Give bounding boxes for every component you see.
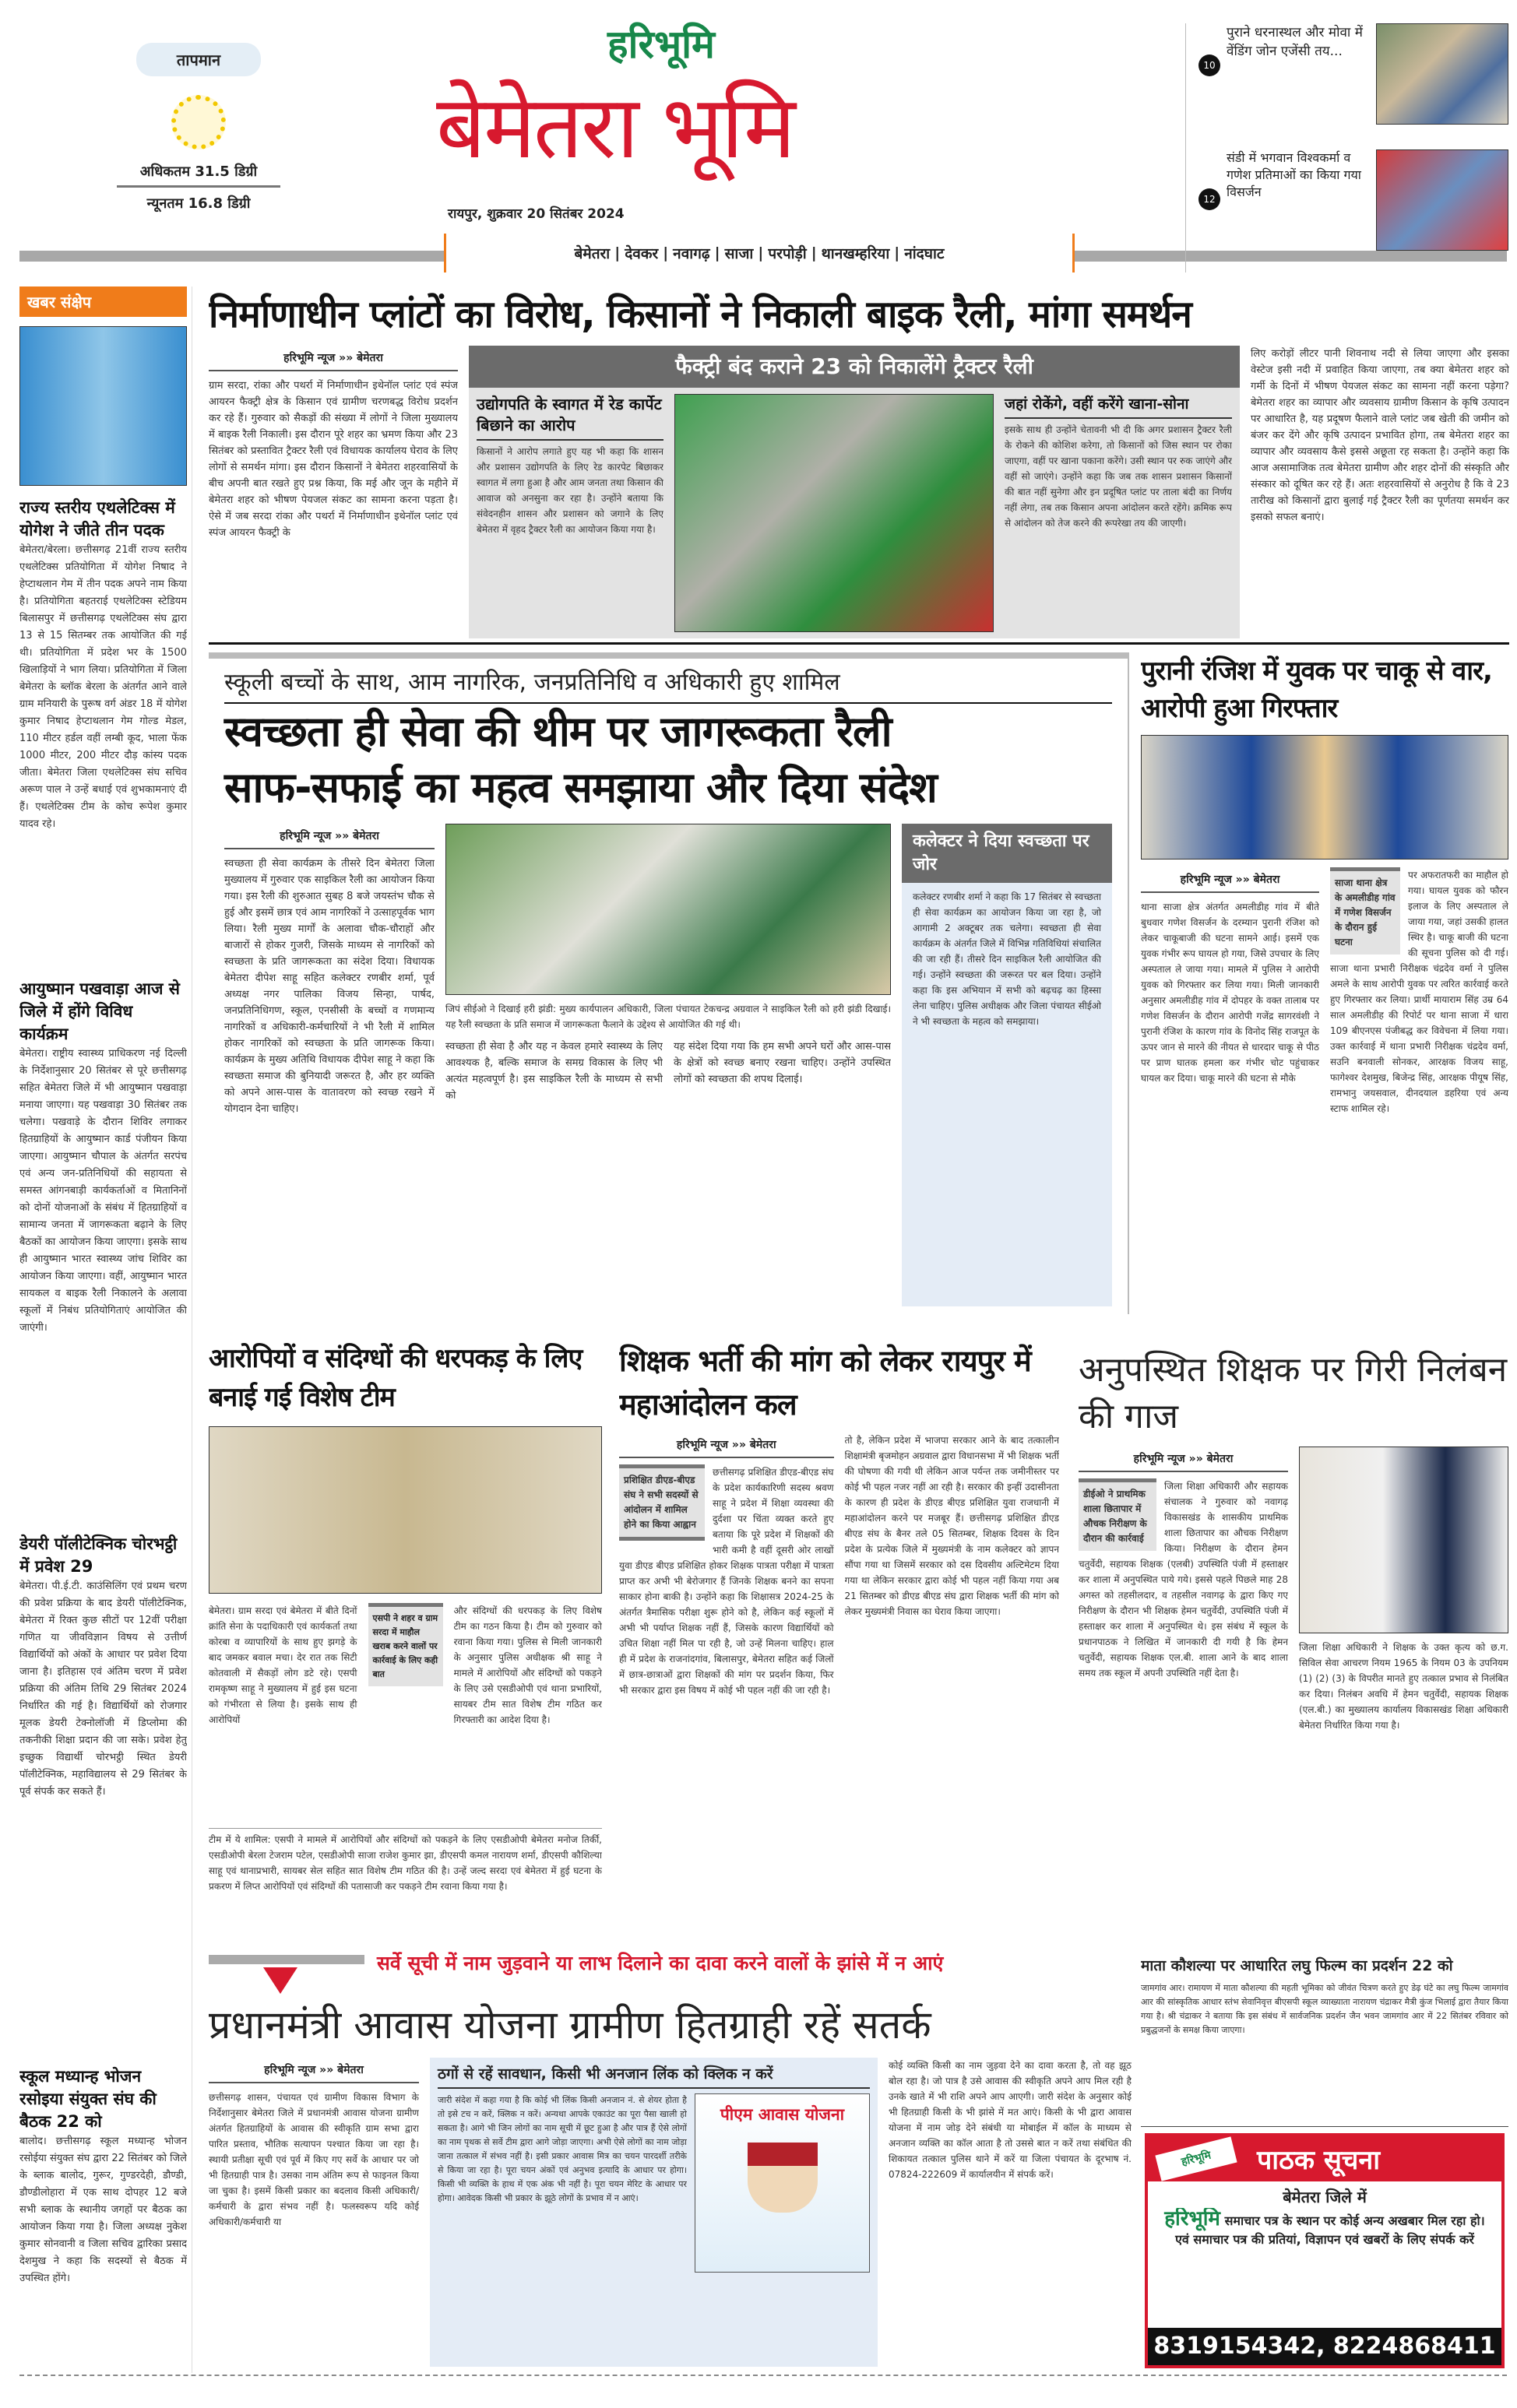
min-temp: न्यूनतम 16.8 डिग्री [146, 195, 251, 212]
absent-text: जिला शिक्षा अधिकारी और सहायक संचालक ने गुरुवार को नवागढ़ विकासखंड के शासकीय प्राथमिक शाला छितापार का औचक निरीक्षण किया। निरीक्षण के दौरान हेमन चतुर्वेदी, सहायक शिक्षक (एलबी) उपस्थिति पंजी में हस्ताक्षर कर शाला में अनुपस्थित पाये गये। इससे पहले पिछले माह 28 अगस्त को तहसीलदार, व तहसील नवागढ़ के द्वारा किए गए निरीक्षण के दौरान भी शिक्षक हेमन चतुर्वेदी, उपस्थिति पंजी में हस्ताक्षर कर शाला में अनुपस्थित थे। इस संबंध में स्कूल के प्रधानपाठक ने लिखित में जानकारी दी गयी है कि हेमन चतुर्वेदी, सहायक शिक्षक एल.बी. शाला आने के बाद शाला समय तक स्कूल में अपनी उपस्थिति नहीं देता है। [1079, 1481, 1288, 1679]
cycle-rally-photo [445, 824, 891, 995]
sub-text: इसके साथ ही उन्होंने चेतावनी भी दी कि अगर प्रशासन ट्रैक्टर रैली के रोकने की कोशिश करेगा, तो किसानों को जिस स्थान पर रोका जाएगा, वहीं पर खाना पकाना करेंगे। उसी स्थान पर रुक जाएंगे और वहीं सो जाएंगे। उन्होंने कहा कि जब तक शासन प्रशासन किसानों की बात नहीं सुनेगा और इन प्रदूषित प्लांट पर ताला बंदी का निर्णय नहीं लेगा, तब तक किसान अपना आंदोलन करते रहेंगे। क्रमिक रूप से आंदोलन को तेज करने की रूपरेखा तय की जाएगी। [1005, 424, 1232, 529]
brief-headline: डेयरी पॉलीटेक्निक चोरभट्ठी में प्रवेश 29 [19, 1534, 178, 1576]
news-brief-column [19, 286, 192, 2373]
brief-headline: राज्य स्तरीय एथलेटिक्स में योगेश ने जीते तीन पदक [19, 498, 175, 540]
absent-teacher-story [1079, 1339, 1508, 1939]
absent-text-col [1079, 1478, 1288, 1939]
team-headline: आरोपियों व संदिग्धों की धरपकड़ के लिए बनाई गई विशेष टीम [209, 1343, 583, 1413]
page-badge: 10 [1198, 54, 1220, 76]
byline: हरिभूमि न्यूज »» बेमेतरा [1141, 867, 1319, 893]
lead-text-continued: लिए करोड़ों लीटर पानी शिवनाथ नदी से लिया जाएगा और इसका वेस्टेज इसी नदी में प्रवाहित किया जाएगा, तब क्या बेमेतरा शहर को गर्मी के दिनों में भीषण पेयजल संकट का सामना नहीं करना पड़ेगा? बेमेतरा शहर का व्यापार और व्यवसाय ग्रामीण किसान के कृषि उत्पादन पर आधारित है, यह प्रदूषण फैलाने वाले प्लांट जब खेती की जमीन को बंजर कर देंगे और कृषि उत्पादन प्रभावित होगा, तब बेमेतरा शहर का व्यापार और व्यवसाय कैसे इससे अछूता रह सकता है। उन्होंने कहा कि आज असामाजिक तत्व बेमेतरा ग्रामीण और शहर दोनों की संस्कृति और संस्कार को दूषित कर रहे हैं। अतः शहरवासियों से अनुरोध है कि वे 23 तारीख को किसानों द्वारा बुलाई गई ट्रैक्टर रैली का पूर्णतया समर्थन कर इसको सफल बनाएं। [1251, 348, 1509, 523]
awas-headline: प्रधानमंत्री आवास योजना ग्रामीण हितग्राही रहें सतर्क [209, 2002, 931, 2048]
brief-text: बेमेतरा/बेरला। छत्तीसगढ़ 21वीं राज्य स्तरीय एथलेटिक्स प्रतियोगिता में योगेश निषाद ने हेप्टाथलान गेम में तीन पदक अपने नाम किया है। प्रतियोगिता बहतराई एथलेटिक्स स्टेडियम बिलासपुर में छत्तीसगढ़ एथलेटिक्स संघ द्वारा 13 से 15 सितम्बर तक आयोजित की गई थी। प्रतियोगिता में प्रदेश भर के 1500 खिलाड़ियों ने भाग लिया। प्रतियोगिता में जिला बेमेतरा के ब्लॉक बेरला के अंतर्गत आने वाले ग्राम मनियारी के पुरूष वर्ग अंडर 18 में योगेश कुमार निषाद हेप्टाथलान गेम गोल्ड मेडल, 110 मीटर हर्डल वहीं लम्बी कूद, भाला फेंक 1000 मीटर, 200 मीटर दौड़ कांस्य पदक जीता। बेमेतरा जिला एथलेटिक्स संघ सचिव अरूण पाल ने उन्हें बधाई एवं शुभकामनाएं दी हैं। एथलेटिक्स टीम के कोच रूपेश कुमार यादव रहे। [19, 544, 187, 830]
lead-sidebar-box [469, 346, 1240, 638]
police-team-photo [209, 1426, 602, 1594]
brief-text: बेमेतरा। राष्ट्रीय स्वास्थ्य प्राधिकरण नई दिल्ली के निर्देशानुसार 20 सितंबर से पूरे छत्तीसगढ़ सहित बेमेतरा जिले में भी आयुष्मान पखवाड़ा मनाया जाएगा। यह पखवाड़ा 30 सितंबर तक चलेगा। पखवाड़े के दौरान शिविर लगाकर हितग्राहियों के आयुष्मान कार्ड पंजीयन किया जाएगा। आयुष्मान चौपाल के अंतर्गत सरपंच एवं अन्य जन-प्रतिनिधियों की सहायता से समस्त आंगनबाड़ी कार्यकर्ताओं व मितानिनों को दोनों योजनाओं के संबंध में हितग्राहियों व सामान्य जनता में जागरूकता बढ़ाने के लिए बैठकों का आयोजन किया जाएगा। इसके साथ ही आयुष्मान भारत स्वास्थ्य जांच शिविर का आयोजन किया जाएगा। वहीं, आयुष्मान भारत सायकल व बाइक रैली निकालने के अलावा स्कूलों में निबंध प्रतियोगिताएं आयोजित की जाएंगी। [19, 1048, 187, 1334]
sun-icon [171, 95, 226, 149]
ad-phones[interactable]: 8319154342, 8224868411 [1148, 2328, 1501, 2365]
awas-text: छत्तीसगढ़ शासन, पंचायत एवं ग्रामीण विकास विभाग के निर्देशानुसार बेमेतरा जिले में प्रधानमंत्री आवास योजना ग्रामीण अंतर्गत हितग्राहियों के आवास की स्वीकृति ग्राम सभा द्वारा पारित प्रस्ताव, भौतिक सत्यापन पश्चात किया जा रहा है। स्थायी प्रतीक्षा सूची एवं पूर्व में किए गए सर्वे के आधार पर जो भी हितग्राही पात्र है। उसका नाम अंतिम रूप से फाइनल किया जा चुका है। इसमें किसी प्रकार का बदलाव किसी अधिकारी/कर्मचारी के द्वारा संभव नहीं है। फलस्वरूप यदि कोई अधिकारी/कर्मचारी या [209, 2092, 419, 2227]
police-photo [1141, 735, 1508, 859]
police-highlight-box: साजा थाना क्षेत्र के अमलीडीह गांव में गणेश विसर्जन के दौरान हुई घटना [1330, 867, 1400, 954]
awas-story [209, 1950, 1132, 2367]
teacher-headline: शिक्षक भर्ती की मांग को लेकर रायपुर में महाआंदोलन कल [619, 1344, 1031, 1422]
fraud-box-title: ठगों से रहें सावधान, किसी भी अनजान लिंक को क्लिक न करें [438, 2064, 870, 2089]
collector-box [902, 824, 1112, 1306]
awas-kicker-row [209, 1950, 1132, 1998]
lead-text: ग्राम सरदा, रांका और पथर्रा में निर्माणाधीन इथेनॉल प्लांट एवं स्पंज आयरन फैक्ट्री क्षेत्र के किसान एवं ग्रामीण चरणबद्ध विरोध प्रदर्शन कर रहे हैं। गुरुवार को सैकड़ों की संख्या में लोगों ने जिला मुख्यालय में बाइक रैली निकाली। इस दौरान पूरे शहर का भ्रमण किया और 23 सितंबर को प्रस्तावित ट्रैक्टर रैली एवं विधायक कार्यालय घेराव के लिए लोगों से समर्थन मांगा। इस दौरान किसानों ने बेमेतरा शहरवासियों के बीच अपनी बात रखते हुए प्रश्न किया, कि मई और जून के महीने में बेमेतरा शहर को भीषण पेयजल संकट का सामना करना पड़ता है। ऐसे में जब सरदा रांका और पथर्रा में निर्माणाधीन इथेनॉल प्लांट एवं स्पंज आयरन फैक्ट्री के [209, 380, 458, 539]
police-text-2: पर अफरातफरी का माहौल हो गया। घायल युवक को फौरन इलाज के लिए अस्पताल ले जाया गया, जहां उसकी हालत स्थिर है। चाकू बाजी की घटना की सूचना पुलिस को दी गई। साजा थाना प्रभारी निरीक्षक चंद्रदेव वर्मा ने पुलिस अमले के साथ आरोपी युवक पर त्वरित कार्रवाई करते हुए गिरफ्तार कर लिया। प्रार्थी मायाराम सिंह उम्र 64 साल अमलीडीह की रिपोर्ट पर थाना साजा में धारा 109 बीएनएस पंजीबद्ध कर विवेचना में लिया गया। उक्त कार्रवाई में थाना प्रभारी निरीक्षक चंद्रदेव वर्मा, सउनि बनवाली सोनकर, आरक्षक विजय साहू, फागेश्वर देशमुख, बिजेन्द्र सिंह, आरक्षक पीयूष सिंह, रामभानु जयसवाल, दीनदयाल डहरिया एवं अन्य स्टाफ शामिल रहे। [1330, 870, 1508, 1114]
nav-item[interactable]: साजा [724, 245, 754, 262]
lead-story [209, 290, 1509, 638]
awas-text-2: कोई व्यक्ति किसी का नाम जुड़वा देने का दावा करता है, तो वह झूठ बोल रहा है। जो पात्र है उसे आवास की स्वीकृति अपने आप मिल रही है उनके खाते में भी राशि अपने आप आएगी। जारी संदेश के अनुसार कोई भी हितग्राही किसी के भी झांसे में मत आएं। किसी के भी द्वारा आवास योजना में नाम जोड़ देने संबंधी या मोबाईल में कॉल के माध्यम से अनजान व्यक्ति का कॉल आता है तो उससे बात न करें तथा संबंधित की शिकायत तत्काल पुलिस थाने में करें या जिला पंचायत के दूरभाष नं. 07824-222609 में कार्यालयीन में संपर्क करें। [889, 2060, 1132, 2180]
photo-caption: जिपं सीईओ ने दिखाई हरी झंडी: मुख्य कार्यपालन अधिकारी, जिला पंचायत टेकचन्द्र अग्रवाल ने साइकिल रैली को हरी झंडी दिखाई। यह रैली स्वच्छता के प्रति समाज में जागरूकता फैलाने के उद्देश्य से आयोजित की गई थी। [445, 1004, 891, 1030]
swachhta-story [209, 652, 1129, 1314]
collector-box-title: कलेक्टर ने दिया स्वच्छता पर जोर [902, 824, 1112, 883]
reader-notice-ad [1145, 2133, 1505, 2368]
police-text-2-col [1330, 867, 1508, 1314]
ad-title: पाठक सूचना [1257, 2145, 1381, 2176]
athletes-photo [19, 326, 187, 486]
film-text: जामगांव आर। रामायण में माता कौशल्या की महती भूमिका को जीवंत चित्रण करते हुए डेढ़ घंटे का लघु फिल्म जामगांव आर की सांस्कृतिक आधार स्तंभ सेवानिवृत्त बीएसपी स्कूल व्याख्याता नारायण चंद्राकर मैत्री कुंज भिलाई द्वारा तैयार किया गया है। श्री चंद्राकर ने बताया कि इस संबंध में सार्वजनिक प्रदर्शन जैन भवन जामगांव आर में 22 सितंबर रविवार को प्रबुद्धजनों के समक्ष किया जाएगा। [1141, 1983, 1508, 2035]
team-text: बेमेतरा। ग्राम सरदा एवं बेमेतरा में बीते दिनों क्रांति सेना के पदाधिकारी एवं कार्यकर्ता तथा कोरबा व व्यापारियों के साथ हुए झगड़े के बाद जमकर बवाल मचा। देर रात तक सिटी कोतवाली में सैकड़ों लोग डटे रहे। एसपी रामकृष्ण साहू ने मुख्यालय में हुई इस घटना को गंभीरता से लिया है। इसके साथ ही आरोपियों [209, 1605, 357, 1725]
ad-brand: हरिभूमि [1164, 2208, 1220, 2230]
swachhta-center-col [445, 824, 891, 1306]
swachhta-text: स्वच्छता ही सेवा कार्यक्रम के तीसरे दिन बेमेतरा जिला मुख्यालय में गुरुवार एक साइकिल रैली का आयोजन किया गया। इस रैली की शुरुआत सुबह 8 बजे जयस्तंभ चौक से हुई और इसमें छात्र एवं आम नागरिकों ने उत्साहपूर्वक भाग लिया। रैली मुख्य मार्गों के अलावा चौक-चौराहों और बाजारों से होकर गुजरी, जिसके माध्यम से नागरिकों को स्वच्छता के प्रति जागरूकता का संदेश दिया। विधायक बेमेतरा दीपेश साहू सहित कलेक्टर रणबीर शर्मा, पूर्व अध्यक्ष नगर पालिका विजय सिन्हा, पार्षद, जनप्रतिनिधिगण, स्कूल, एनसीसी के बच्चों व गणमान्य नागरिकों व अधिकारी-कर्मचारियों ने भी रैली में शामिल होकर नागरिकों को स्वच्छता के प्रति जागरूक किया। कार्यक्रम के मुख्य अतिथि विधायक दीपेश साहू ने कहा कि स्वच्छता समाज की बुनियादी जरूरत है, और हर व्यक्ति को अपने आस-पास के वातावरण को स्वच्छ रखने में योगदान देना चाहिए। [224, 858, 435, 1115]
swachhta-text-2: स्वच्छता ही सेवा है और यह न केवल हमारे स्वास्थ्य के लिए आवश्यक है, बल्कि समाज के समग्र विकास के लिए भी अत्यंत महत्वपूर्ण है। इस साइकिल रैली के माध्यम से सभी को [445, 1041, 663, 1102]
film-headline: माता कौशल्या पर आधारित लघु फिल्म का प्रदर्शन 22 को [1141, 1957, 1453, 1974]
film-story [1141, 1956, 1508, 2127]
sub-headline: उद्योगपति के स्वागत में रेड कार्पेट बिछाने का आरोप [477, 394, 663, 441]
sub-story-2 [1005, 394, 1232, 632]
deo-box: डीईओ ने प्राथमिक शाला छितापार में औचक निरीक्षण के दौरान की कार्रवाई [1079, 1478, 1156, 1551]
nav-item[interactable]: नवागढ़ [673, 245, 710, 262]
weather-box [117, 43, 280, 222]
masthead-logo [436, 19, 1172, 199]
awas-kicker: सर्वे सूची में नाम जुड़वाने या लाभ दिलाने का दावा करने वालों के झांसे में न आएं [377, 1952, 944, 1974]
teaser-text: पुराने धरनास्थल और मोवा में वेंडिंग जोन एजेंसी तय... [1227, 25, 1363, 59]
nav-separator: | [663, 244, 669, 262]
pm-awas-image [695, 2093, 870, 2273]
police-story [1141, 652, 1508, 1314]
teaser-2[interactable] [1198, 149, 1508, 266]
brief-text: बेमेतरा। पी.ई.टी. काउंसिलिंग एवं प्रथम चरण की प्रवेश प्रक्रिया के बाद डेयरी पॉलीटेक्निक, बेमेतरा में रिक्त कुछ सीटों पर 12वीं परीक्षा गणित या जीवविज्ञान विषय से उत्तीर्ण विद्यार्थियों को अंकों के आधार पर प्रवेश दिया जाना है। इतिहास एवं अंतिम चरण में प्रवेश प्रक्रिया की अंतिम तिथि 29 सितंबर 2024 निर्धारित की गई है। विद्यार्थियों को रोजगार मूलक डेयरी टेक्नोलॉजी में डिप्लोमा की तकनीकी शिक्षा प्रदान की जा सके। प्रवेश हेतु इच्छुक विद्यार्थी चोरभट्ठी स्थित डेयरी पॉलीटेक्निक, महाविद्यालय से 29 सितंबर के पूर्व संपर्क कर सकते हैं। [19, 1580, 187, 1798]
max-temp: अधिकतम 31.5 डिग्री [117, 162, 280, 188]
absent-headline: अनुपस्थित शिक्षक पर गिरी निलंबन की गाज [1079, 1350, 1508, 1436]
fraud-warning-box [430, 2058, 878, 2367]
teacher-text: छत्तीसगढ़ प्रशिक्षित डीएड-बीएड संघ के प्रदेश कार्यकारिणी सदस्य श्रवण साहू ने प्रदेश में शिक्षा व्यवस्था की दुर्दशा पर चिंता व्यक्त करते हुए बताया कि पूरे प्रदेश में शिक्षकों की भारी कमी है वहीं दूसरी ओर लाखों युवा डीएड बीएड प्रशिक्षित होकर शिक्षक पात्रता परीक्षा में पात्रता प्राप्त कर अभी भी बेरोजगार हैं जिनके शिक्षक बनने का सपना साकार होना बाकी है। उन्होंने कहा कि शिक्षासत्र 2024-25 के अंतर्गत त्रैमासिक परीक्षा शुरू होने को है, लेकिन कई स्कूलों में अभी भी पर्याप्त शिक्षक नहीं हैं, जिसके कारण विद्यार्थियों को उचित शिक्षा नहीं मिल पा रही है, जो उन्हें मिलना चाहिए। हाल ही में प्रदेश के राजनांदगांव, बिलासपुर, बेमेतरा सहित कई जिलों में छात्र-छात्राओं द्वारा शिक्षकों की मांग पर प्रदर्शन किया, फिर भी सरकार द्वारा इस विषय में कोई भी पहल नहीं की जा रही है। [619, 1467, 834, 1696]
sp-quote-box: एसपी ने शहर व ग्राम सरदा में माहौल खराब करने वालों पर कार्रवाई के लिए कही बात [368, 1603, 443, 1686]
teasers [1185, 23, 1508, 272]
brief-headline: आयुष्मान पखवाड़ा आज से जिले में होंगे विविध कार्यक्रम [19, 979, 180, 1043]
sub-headline: जहां रोकेंगे, वहीं करेंगे खाना-सोना [1005, 394, 1232, 419]
nav-item[interactable]: थानखम्हरिया [821, 245, 890, 262]
lead-text-col [209, 346, 458, 638]
house-icon [748, 2143, 818, 2213]
nav-separator: | [714, 244, 720, 262]
ad-line-2: समाचार पत्र के स्थान पर कोई अन्य अखबार मिल रहा हो। एवं समाचार पत्र की प्रतियां, विज्ञापन एवं खबरों के लिए संपर्क करें [1175, 2213, 1485, 2247]
lead-box-title: फैक्ट्री बंद कराने 23 को निकालेंगे ट्रैक्टर रैली [469, 346, 1240, 388]
sub-text: किसानों ने आरोप लगाते हुए यह भी कहा कि शासन और प्रशासन उद्योगपति के लिए रेड कारपेट बिछाकर स्वागत में लगा हुआ है और आम जनता तथा किसान की आवाज को अनसुना कर रहा है। उन्होंने बताया कि संवेदनहीन शासन और प्रशासन को जगाने के लिए बेमेतरा में वृहद ट्रैक्टर रैली का आयोजन किया गया है। [477, 446, 663, 535]
nav-item[interactable]: नांदघाट [904, 245, 945, 262]
swachhta-text-col [224, 824, 435, 1306]
dateline: रायपुर, शुक्रवार 20 सितंबर 2024 [448, 206, 625, 222]
nav-separator: | [614, 244, 621, 262]
inspection-photo [1299, 1447, 1508, 1633]
police-headline: पुरानी रंजिश में युवक पर चाकू से वार, आरोपी हुआ गिरफ्तार [1141, 656, 1492, 724]
teaser-1[interactable] [1198, 23, 1508, 140]
special-team-story [209, 1339, 602, 1939]
byline: हरिभूमि न्यूज »» बेमेतरा [209, 346, 458, 371]
lead-headline: निर्माणाधीन प्लांटों का विरोध, किसानों ने निकाली बाइक रैली, मांगा समर्थन [209, 293, 1191, 336]
news-brief-tag: खबर संक्षेप [19, 286, 187, 317]
page-badge: 12 [1198, 188, 1220, 210]
brief-headline: स्कूल मध्यान्ह भोजन रसोइया संयुक्त संघ की बैठक 22 को [19, 2067, 157, 2131]
swachhta-headline-1: स्वच्छता ही सेवा की थीम पर जागरूकता रैली [224, 707, 892, 756]
teacher-text-2: तो है, लेकिन प्रदेश में भाजपा सरकार आने के बाद तत्कालीन शिक्षामंत्री बृजमोहन अग्रवाल द्वारा विधानसभा में भी शिक्षक भर्ती की घोषणा की गयी थी लेकिन आज पर्यन्त तक जमीनीस्तर पर कोई भी पहल नजर नहीं आ रही है। सरकार की इन्हीं उदासीनता के कारण ही प्रदेश के डीएड बीएड प्रशिक्षित युवा राजधानी में महाआंदोलन करने पर मजबूर हैं। छत्तीसगढ़ प्रशिक्षित डीएड बीएड संघ के बैनर तले 05 सितम्बर, शिक्षक दिवस के दिन प्रदेश के प्रत्येक जिले में मुख्यमंत्री के नाम कलेक्टर को ज्ञापन सौंपा गया था जिसमें सरकार को दस दिवसीय अल्टिमेटम दिया गया था लेकिन सरकार द्वारा कोई भी पहल नहीं किया गया अब 21 सितम्बर को डीएड बीएड संघ द्वारा शिक्षक भर्ती की मांग को लेकर मुख्यमंत्री निवास का घेराव किया जाएगा। [844, 1435, 1059, 1617]
edition-nav [444, 234, 1075, 272]
sub-story-1 [477, 394, 663, 632]
teacher-text-col [619, 1464, 834, 1939]
swachhta-headline-2: साफ-सफाई का महत्व समझाया और दिया संदेश [224, 763, 937, 812]
teaser-photo [1376, 23, 1508, 125]
fraud-box-text: जारी संदेश में कहा गया है कि कोई भी लिंक किसी अनजान नं. से शेयर होता है तो इसे टच न करें, क्लिक न करें। अन्यथा आपके एकाउंट का पूरा पैसा खाली हो सकता है। आगे भी जिन लोगों का नाम सूची में छूट हुआ है और पात्र हैं ऐसे लोगों का नाम पृथक से सर्वे टीम द्वारा आगे जोड़ा जाएगा। अभी ऐसे लोगों का नाम जोड़ा जाना तत्काल में संभव नहीं है। इसी प्रकार आवास मित्र का चयन पारदर्शी तरीके से किया जा रहा है। पूरा चयन अंकों एवं अनुभव इत्यादि के आधार पर होगा। किसी भी व्यक्ति के हाथ में एक अंक भी नहीं है। पूरा चयन मेरिट के आधार पर होगा। आवेदक किसी भी प्रकार के झूठे लोगों के प्रभाव में न आएं। [438, 2095, 687, 2203]
byline: हरिभूमि न्यूज »» बेमेतरा [209, 2058, 419, 2083]
kicker: स्कूली बच्चों के साथ, आम नागरिक, जनप्रतिनिधि व अधिकारी हुए शामिल [224, 666, 1112, 704]
bike-rally-photo [674, 394, 994, 632]
nav-item[interactable]: बेमेतरा [574, 245, 611, 262]
nav-item[interactable]: परपोड़ी [768, 245, 807, 262]
teaser-text: संडी में भगवान विश्वकर्मा व गणेश प्रतिमाओं का किया गया विसर्जन [1227, 150, 1361, 199]
teaser-photo [1376, 149, 1508, 251]
brief-text: बालोद। छत्तीसगढ़ स्कूल मध्यान्ह भोजन रसोईया संयुक्त संघ द्वारा 22 सितंबर को जिले के ब्लाक बालोद, गुरूर, गुण्डरदेही, डौण्डी, डौण्डीलोहारा में एक साथ दोपहर 12 बजे सभी ब्लाक के स्थानीय जगहों पर बैठक का आयोजन किया गया है। जिला अध्यक्ष नुकेश कुमार सोनवानी व जिला सचिव द्वारिका प्रसाद देशमुख ने कहा कि सदस्यों से बैठक में उपस्थित होंगे। [19, 2136, 187, 2284]
chevron-icon [209, 1950, 364, 1998]
divider [209, 642, 1509, 645]
nav-item[interactable]: देवकर [625, 245, 659, 262]
nav-separator: | [894, 244, 900, 262]
swachhta-text-3: यह संदेश दिया गया कि हम सभी अपने घरों और आस-पास के क्षेत्रों को स्वच्छ बनाए रखना चाहिए। उन्होंने उपस्थित लोगों को स्वच्छता की शपथ दिलाई। [674, 1041, 891, 1085]
nav-separator: | [811, 244, 817, 262]
team-text-2: और संदिग्धों की धरपकड़ के लिए विशेष टीम का गठन किया है। टीम को गुरुवार को रवाना किया गया। पुलिस से मिली जानकारी के अनुसार पुलिस अधीक्षक श्री साहू ने मामले में आरोपियों और संदिग्धों को पकड़ने के लिए उसे एसडीओपी एवं थाना प्रभारियों, सायबर टीम सात विशेष टीम गठित कर गिरफ्तारी का आदेश दिया है। [453, 1605, 602, 1725]
brand-name: हरिभूमि [607, 22, 715, 67]
byline: हरिभूमि न्यूज »» बेमेतरा [619, 1432, 834, 1458]
page-bottom-rule [19, 2375, 1507, 2376]
paper-title: बेमेतरा भूमि [436, 77, 794, 178]
absent-text-2: जिला शिक्षा अधिकारी ने शिक्षक के उक्त कृत्य को छ.ग. सिविल सेवा आचरण नियम 1965 के नियम 03 के उपनियम (1) (2) (3) के विपरीत मानते हुए तत्काल प्रभाव से निलंबित कर दिया। निलंबन अवधि में हेमन चतुर्वेदी, सहायक शिक्षक (एल.बी.) का मुख्यालय कार्यालय विकासखंड शिक्षा अधिकारी बेमेतरा निर्धारित किया गया है। [1299, 1642, 1508, 1731]
nav-separator: | [758, 244, 764, 262]
team-members-note: टीम में ये शामिल: एसपी ने मामले में आरोपियों और संदिग्धों को पकड़ने के लिए एसडीओपी बेमेतरा मनोज तिर्की, एसडीओपी बेरला टेजराम पटेल, एसडीओपी साजा राजेश कुमार झा, डीएसपी कमल नारायण शर्मा, डीएसपी कौशिल्या साहू एवं थानाप्रभारी, सायबर सेल सहित सात विशेष टीम गठित की है। उन्हें जल्द सरदा एवं बेमेतरा में हुई घटना के प्रकरण में लिप्त आरोपियों एवं संदिग्धों की पतासाजी कर पकड़ने टीम रवाना किया गया है। [209, 1828, 602, 1939]
ad-line-1: बेमेतरा जिले में [1283, 2188, 1367, 2206]
byline: हरिभूमि न्यूज »» बेमेतरा [1079, 1447, 1288, 1472]
pm-awas-label: पीएम आवास योजना [720, 2105, 845, 2124]
haribhoomi-paper-icon: हरिभूमि [1155, 2136, 1237, 2181]
weather-label: तापमान [136, 43, 261, 76]
byline: हरिभूमि न्यूज »» बेमेतरा [224, 824, 435, 849]
police-text: थाना साजा क्षेत्र अंतर्गत अमलीडीह गांव में बीते बुधवार गणेश विसर्जन के दरम्यान पुरानी रंजिश को लेकर चाकूबाजी की घटना सामने आई। इसमें एक युवक गंभीर रूप घायल हो गया, जिसे उपचार के लिए अस्पताल ले जाया गया। मामले में पुलिस ने आरोपी युवक को गिरफ्तार कर लिया गया। मिली जानकारी अनुसार अमलीडीह गांव में दोपहर के वक्त तालाब पर गणेश विसर्जन के दौरान आरोपी गजेंद्र सागरवंशी ने पुरानी रंजिश के कारण गांव के विनोद सिंह राजपूत के ऊपर जान से मारने की नीयत से धारदार चाकू से पीठ पर प्राण घातक हमला कर गंभीर चोट पहुंचाकर घायल कर दिया। चाकू मारने की घटना से मौके [1141, 902, 1319, 1084]
collector-box-text: कलेक्टर रणबीर शर्मा ने कहा कि 17 सितंबर से स्वच्छता ही सेवा कार्यक्रम का आयोजन किया जा रहा है, जो आगामी 2 अक्टूबर तक चलेगा। स्वच्छता ही सेवा कार्यक्रम के अंतर्गत जिले में विभिन्न गतिविधियां संचालित की जा रही हैं। तीसरे दिन साइकिल रैली आयोजित की गई। उन्होंने स्वच्छता की जरूरत पर बल दिया। उन्होंने कहा कि इस अभियान में सभी को बढ़चढ़ का हिस्सा लेना चाहिए। पुलिस अधीक्षक और जिला पंचायत सीईओ ने भी स्वच्छता के महत्व को समझाया। [913, 891, 1101, 1027]
dedbed-box: प्रशिक्षित डीएड-बीएड संघ ने सभी सदस्यों से आंदोलन में शामिल होने का किया आह्वान [619, 1464, 705, 1541]
teacher-recruitment-story [619, 1339, 1059, 1939]
